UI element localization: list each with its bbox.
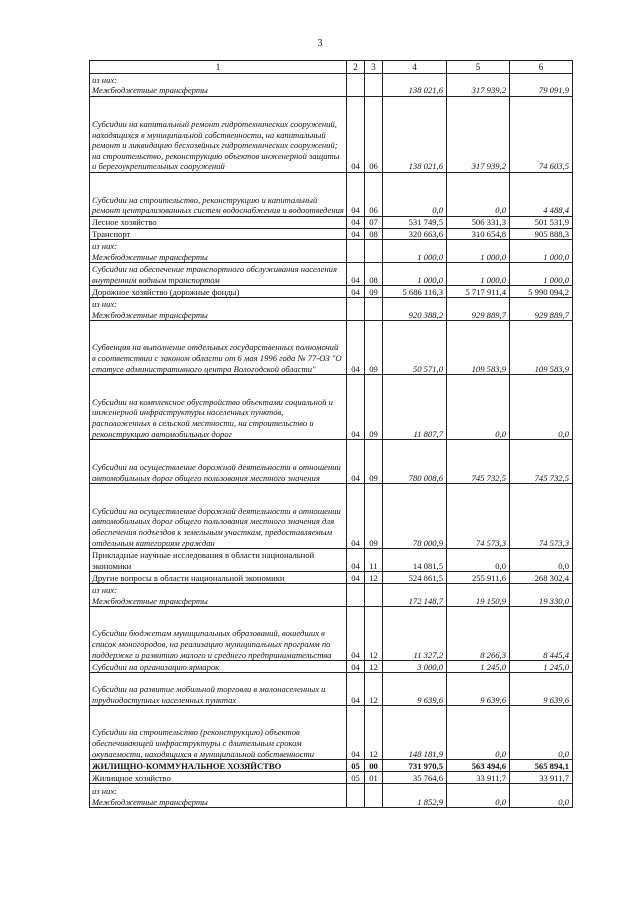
table-row xyxy=(90,784,573,808)
subsection-code: 11 xyxy=(365,549,383,572)
amount-col-5: 109 583,9 xyxy=(447,321,510,375)
section-code xyxy=(347,240,365,263)
column-header: 6 xyxy=(510,61,573,74)
section-code xyxy=(347,298,365,321)
row-name: Субсидии на строительство (реконструкцию) объектов обеспечивающей инфраструктуры с длительным сроком окупаемости, находящихся в муниципальной собственности xyxy=(90,706,347,760)
amount-col-6: 1 000,0 xyxy=(510,263,573,286)
amount-col-4: 172 148,7 xyxy=(383,584,447,607)
section-code: 04 xyxy=(347,173,365,217)
amount-col-5: 33 911,7 xyxy=(447,772,510,784)
amount-col-6: 79 091,9 xyxy=(510,74,573,97)
column-header: 3 xyxy=(365,61,383,74)
amount-col-4: 3 000,0 xyxy=(383,661,447,673)
amount-col-6: 9 639,6 xyxy=(510,673,573,706)
table-row xyxy=(90,375,573,440)
amount-col-5: 563 494,6 xyxy=(447,760,510,772)
section-code xyxy=(347,74,365,97)
row-name: Субсидии на комплексное обустройство объектами социальной и инженерной инфраструктуры населенных пунктов, расположенных в сельской местности, на строительство и реконструкцию автомобильных дорог xyxy=(90,375,347,440)
row-name: Субвенция на выполнение отдельных государственных полномочий в соответствии с законом области от 6 мая 1996 года № 77-ОЗ "О статусе административного центра Вологодской области" xyxy=(90,321,347,375)
amount-col-5: 310 654,8 xyxy=(447,228,510,240)
table-row xyxy=(90,772,573,784)
amount-col-5: 255 911,6 xyxy=(447,572,510,584)
amount-col-4: 1 000,0 xyxy=(383,263,447,286)
row-name: Дорожное хозяйство (дорожные фонды) xyxy=(90,286,347,298)
subsection-code: 09 xyxy=(365,375,383,440)
section-code: 04 xyxy=(347,97,365,173)
amount-col-4: 320 663,6 xyxy=(383,228,447,240)
table-row xyxy=(90,321,573,375)
amount-col-6: 109 583,9 xyxy=(510,321,573,375)
section-code: 04 xyxy=(347,706,365,760)
amount-col-6: 501 531,9 xyxy=(510,217,573,229)
table-row xyxy=(90,760,573,772)
section-code: 04 xyxy=(347,263,365,286)
amount-col-5: 929 889,7 xyxy=(447,298,510,321)
table-row xyxy=(90,484,573,549)
row-name: Прикладные научные исследования в области национальной экономики xyxy=(90,549,347,572)
table-row xyxy=(90,298,573,321)
amount-col-6: 268 302,4 xyxy=(510,572,573,584)
subsection-code: 09 xyxy=(365,321,383,375)
row-name: из них: Межбюджетные трансферты xyxy=(90,784,347,808)
amount-col-5: 19 150,9 xyxy=(447,584,510,607)
amount-col-5: 5 717 911,4 xyxy=(447,286,510,298)
row-name: Субсидии на организацию ярмарок xyxy=(90,661,347,673)
amount-col-5: 9 639,6 xyxy=(447,673,510,706)
amount-col-4: 138 021,6 xyxy=(383,97,447,173)
subsection-code: 09 xyxy=(365,286,383,298)
subsection-code xyxy=(365,584,383,607)
table-row xyxy=(90,607,573,661)
amount-col-5: 745 732,5 xyxy=(447,440,510,484)
amount-col-6: 0,0 xyxy=(510,375,573,440)
amount-col-4: 1 852,9 xyxy=(383,784,447,808)
amount-col-5: 317 939,2 xyxy=(447,97,510,173)
amount-col-4: 148 181,9 xyxy=(383,706,447,760)
amount-col-6: 0,0 xyxy=(510,706,573,760)
section-code: 04 xyxy=(347,572,365,584)
amount-col-6: 1 245,0 xyxy=(510,661,573,673)
section-code xyxy=(347,584,365,607)
amount-col-6: 19 330,0 xyxy=(510,584,573,607)
table-row xyxy=(90,217,573,229)
table-row xyxy=(90,584,573,607)
row-name: Субсидии бюджетам муниципальных образований, вошедших в список моногородов, на реализацию муниципальных программ по поддержке и развитию малого и среднего предпринимательства xyxy=(90,607,347,661)
section-code: 05 xyxy=(347,772,365,784)
row-name: Другие вопросы в области национальной экономики xyxy=(90,572,347,584)
section-code: 04 xyxy=(347,440,365,484)
amount-col-4: 9 639,6 xyxy=(383,673,447,706)
subsection-code: 12 xyxy=(365,661,383,673)
amount-col-4: 78 000,9 xyxy=(383,484,447,549)
table-row xyxy=(90,661,573,673)
subsection-code: 06 xyxy=(365,173,383,217)
row-name: Субсидии на осуществление дорожной деятельности в отношении автомобильных дорог общего пользования местного значения xyxy=(90,440,347,484)
subsection-code: 12 xyxy=(365,706,383,760)
section-code: 04 xyxy=(347,217,365,229)
section-code xyxy=(347,784,365,808)
table-row xyxy=(90,706,573,760)
subsection-code xyxy=(365,240,383,263)
amount-col-4: 531 749,5 xyxy=(383,217,447,229)
amount-col-5: 0,0 xyxy=(447,706,510,760)
subsection-code: 09 xyxy=(365,484,383,549)
row-name: из них: Межбюджетные трансферты xyxy=(90,240,347,263)
amount-col-5: 0,0 xyxy=(447,173,510,217)
amount-col-6: 565 894,1 xyxy=(510,760,573,772)
amount-col-5: 506 331,3 xyxy=(447,217,510,229)
section-code: 04 xyxy=(347,321,365,375)
subsection-code: 12 xyxy=(365,572,383,584)
amount-col-6: 8 445,4 xyxy=(510,607,573,661)
amount-col-4: 138 021,6 xyxy=(383,74,447,97)
amount-col-4: 1 000,0 xyxy=(383,240,447,263)
amount-col-6: 0,0 xyxy=(510,784,573,808)
amount-col-6: 74 573,3 xyxy=(510,484,573,549)
amount-col-4: 11 327,2 xyxy=(383,607,447,661)
subsection-code: 01 xyxy=(365,772,383,784)
amount-col-6: 745 732,5 xyxy=(510,440,573,484)
table-row xyxy=(90,97,573,173)
amount-col-5: 1 000,0 xyxy=(447,263,510,286)
amount-col-5: 317 939,2 xyxy=(447,74,510,97)
table-row xyxy=(90,440,573,484)
amount-col-6: 74 603,5 xyxy=(510,97,573,173)
amount-col-6: 5 990 094,2 xyxy=(510,286,573,298)
amount-col-5: 1 245,0 xyxy=(447,661,510,673)
column-header: 2 xyxy=(347,61,365,74)
amount-col-4: 731 970,5 xyxy=(383,760,447,772)
amount-col-5: 0,0 xyxy=(447,549,510,572)
section-code: 04 xyxy=(347,228,365,240)
row-name: Лесное хозяйство xyxy=(90,217,347,229)
subsection-code xyxy=(365,74,383,97)
section-code: 04 xyxy=(347,484,365,549)
amount-col-4: 524 861,5 xyxy=(383,572,447,584)
section-code: 04 xyxy=(347,375,365,440)
column-header: 4 xyxy=(383,61,447,74)
column-header: 5 xyxy=(447,61,510,74)
subsection-code: 12 xyxy=(365,673,383,706)
table-header-row xyxy=(90,61,573,74)
amount-col-4: 5 686 116,3 xyxy=(383,286,447,298)
row-name: Субсидии на капитальный ремонт гидротехнических сооружений, находящихся в муниципальной собственности, на капитальный ремонт и ликвидацию бесхозяйных гидротехнических сооружений; на строительство, реконструкцию объектов инженерной защиты и берегоукрепительных сооружений xyxy=(90,97,347,173)
amount-col-5: 0,0 xyxy=(447,784,510,808)
subsection-code: 08 xyxy=(365,228,383,240)
amount-col-5: 1 000,0 xyxy=(447,240,510,263)
section-code: 04 xyxy=(347,549,365,572)
subsection-code: 12 xyxy=(365,607,383,661)
amount-col-6: 929 889,7 xyxy=(510,298,573,321)
subsection-code xyxy=(365,784,383,808)
amount-col-4: 14 081,5 xyxy=(383,549,447,572)
amount-col-6: 33 911,7 xyxy=(510,772,573,784)
amount-col-4: 35 764,6 xyxy=(383,772,447,784)
subsection-code: 09 xyxy=(365,440,383,484)
amount-col-6: 0,0 xyxy=(510,549,573,572)
amount-col-4: 780 008,6 xyxy=(383,440,447,484)
amount-col-4: 11 807,7 xyxy=(383,375,447,440)
column-header: 1 xyxy=(90,61,347,74)
table-row xyxy=(90,549,573,572)
amount-col-6: 4 488,4 xyxy=(510,173,573,217)
subsection-code: 08 xyxy=(365,263,383,286)
row-name: Транспорт xyxy=(90,228,347,240)
page-number: 3 xyxy=(317,38,323,49)
table-row xyxy=(90,263,573,286)
row-name: Субсидии на строительство, реконструкцию и капитальный ремонт централизованных систем водоснабжения и водоотведения xyxy=(90,173,347,217)
subsection-code: 07 xyxy=(365,217,383,229)
table-row xyxy=(90,286,573,298)
table-row xyxy=(90,673,573,706)
row-name: Субсидии на осуществление дорожной деятельности в отношении автомобильных дорог общего пользования местного значения для обеспечения подъездов к земельным участкам, предоставляемым отдельным категориям граждан xyxy=(90,484,347,549)
table-row xyxy=(90,572,573,584)
row-name: Жилищное хозяйство xyxy=(90,772,347,784)
amount-col-5: 0,0 xyxy=(447,375,510,440)
budget-table xyxy=(89,60,573,808)
section-code: 04 xyxy=(347,661,365,673)
row-name: из них: Межбюджетные трансферты xyxy=(90,298,347,321)
subsection-code: 00 xyxy=(365,760,383,772)
section-code: 04 xyxy=(347,673,365,706)
amount-col-4: 920 388,2 xyxy=(383,298,447,321)
table-row xyxy=(90,240,573,263)
amount-col-5: 74 573,3 xyxy=(447,484,510,549)
table-row xyxy=(90,74,573,97)
row-name: Субсидии на развитие мобильной торговли в малонаселенных и труднодоступных населенных пунктах xyxy=(90,673,347,706)
amount-col-4: 50 571,0 xyxy=(383,321,447,375)
section-code: 05 xyxy=(347,760,365,772)
amount-col-6: 905 888,3 xyxy=(510,228,573,240)
section-code: 04 xyxy=(347,286,365,298)
row-name: ЖИЛИЩНО-КОММУНАЛЬНОЕ ХОЗЯЙСТВО xyxy=(90,760,347,772)
row-name: Субсидии на обеспечение транспортного обслуживания населения внутренним водным транспортом xyxy=(90,263,347,286)
subsection-code xyxy=(365,298,383,321)
section-code: 04 xyxy=(347,607,365,661)
table-row xyxy=(90,173,573,217)
subsection-code: 06 xyxy=(365,97,383,173)
amount-col-6: 1 000,0 xyxy=(510,240,573,263)
amount-col-4: 0,0 xyxy=(383,173,447,217)
amount-col-5: 8 266,3 xyxy=(447,607,510,661)
row-name: из них: Межбюджетные трансферты xyxy=(90,74,347,97)
row-name: из них: Межбюджетные трансферты xyxy=(90,584,347,607)
table-row xyxy=(90,228,573,240)
